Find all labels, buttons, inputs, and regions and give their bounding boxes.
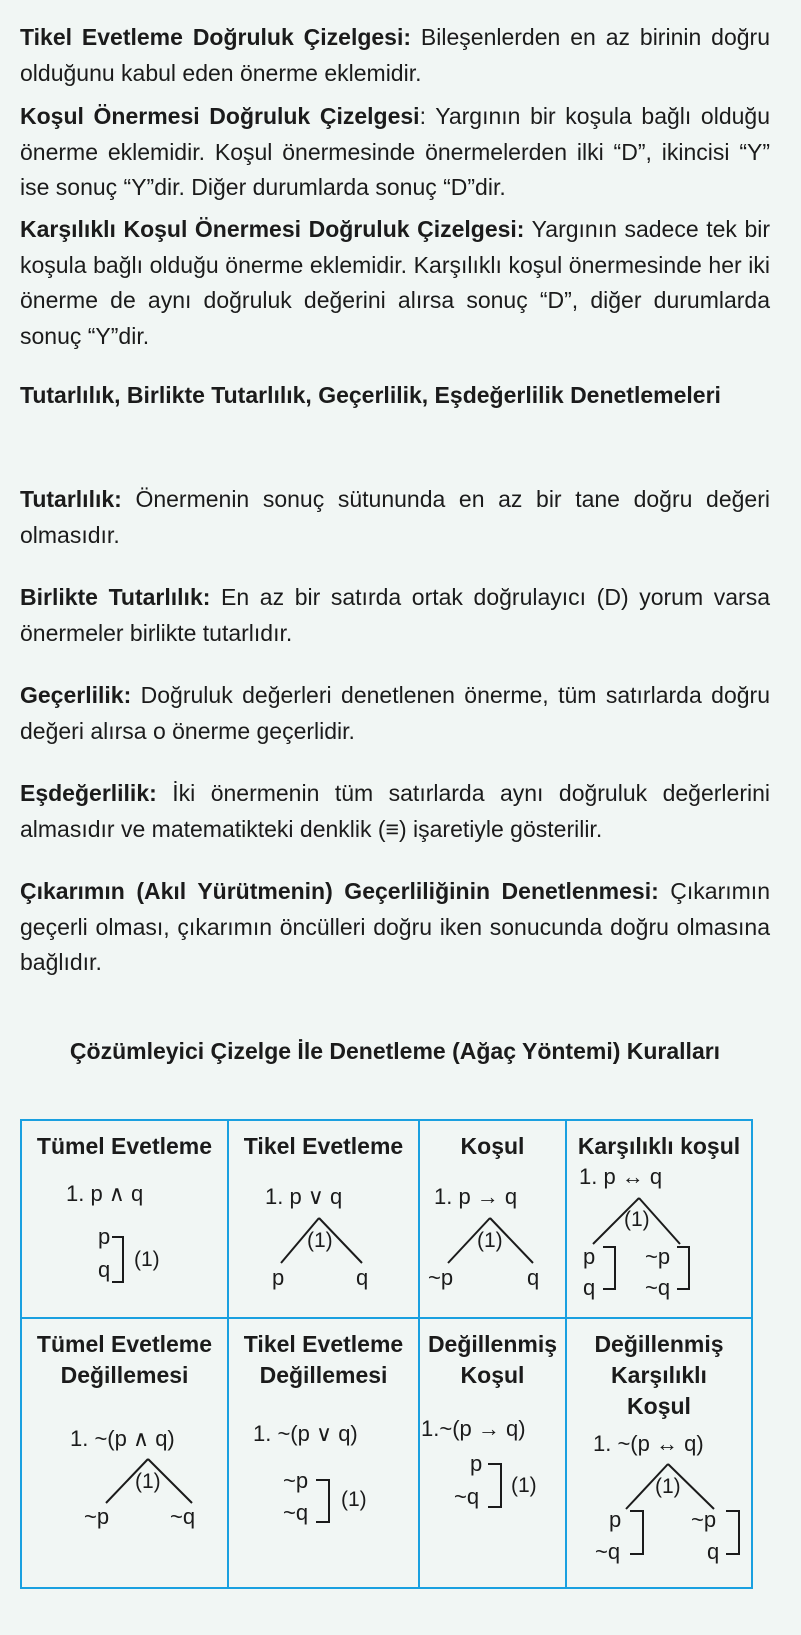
branch-left: ~p <box>84 1504 110 1529</box>
premise-line: 1. ~(p ∨ q) <box>253 1421 358 1446</box>
paragraph-birlikte-tutarlilik <box>20 580 770 651</box>
node-a: p <box>470 1451 483 1476</box>
rules-table <box>20 1119 753 1589</box>
term-label: Birlikte Tutarlılık: <box>20 584 211 610</box>
cell-tikel-evetleme-degillemesi <box>228 1318 419 1588</box>
ref-number: (1) <box>135 1470 161 1493</box>
premise-line: 1.~(p → q) <box>421 1416 526 1441</box>
branch-left-bottom: ~q <box>595 1539 621 1564</box>
cell-title-line: Değillemesi <box>60 1362 189 1388</box>
rule-diagram <box>567 1422 751 1582</box>
ref-number: (1) <box>511 1474 537 1497</box>
section-title: Çözümleyici Çizelge İle Denetleme (Ağaç Yöntemi) Kuralları <box>69 1038 721 1064</box>
rule-diagram <box>229 1391 418 1581</box>
rule-diagram <box>229 1162 418 1312</box>
branch-right-bottom: ~q <box>645 1275 671 1300</box>
paragraph-text: Doğruluk değerleri denetlenen önerme, tüm satırlarda doğru değeri alırsa o önerme geçerlidir. <box>20 682 770 744</box>
branch-left-bottom: q <box>583 1275 596 1300</box>
rule-diagram <box>420 1391 565 1581</box>
paragraph-text: Bileşenlerden en az birinin doğru olduğunu kabul eden önerme eklemidir. <box>20 24 770 86</box>
premise-line: 1. p ↔ q <box>579 1164 663 1189</box>
branch-left: ~p <box>428 1265 454 1290</box>
branch-left-top: p <box>583 1244 596 1269</box>
cell-title-line: Tümel Evetleme <box>36 1331 213 1357</box>
cell-karsilikli-kosul <box>566 1120 752 1318</box>
rule-diagram <box>420 1162 565 1312</box>
bracket-line <box>603 1247 615 1289</box>
premise-line: 1. ~(p ∧ q) <box>70 1426 175 1451</box>
term-label: Tutarlılık: <box>20 486 122 512</box>
cell-title: Karşılıklı koşul <box>577 1133 741 1159</box>
term-label: Tikel Evetleme Doğruluk Çizelgesi: <box>20 24 412 50</box>
paragraph-kosul <box>20 99 770 206</box>
cell-tumel-evetleme <box>21 1120 228 1318</box>
paragraph-text: Çıkarımın geçerli olması, çıkarımın öncülleri doğru iken sonucunda doğru olmasına bağlıdır. <box>20 878 770 975</box>
ref-number: (1) <box>341 1488 367 1511</box>
cell-tumel-evetleme-degillemesi <box>21 1318 228 1588</box>
ref-number: (1) <box>655 1475 681 1498</box>
section-heading-denetlemeler <box>20 378 770 414</box>
paragraph-tutarlilik <box>20 482 770 553</box>
term-label: Eşdeğerlilik: <box>20 780 157 806</box>
ref-number: (1) <box>307 1229 333 1252</box>
branch-right-top: ~p <box>691 1507 717 1532</box>
paragraph-esdegerlilik <box>20 776 770 847</box>
premise-line: 1. ~(p ↔ q) <box>593 1431 704 1456</box>
cell-title-line: Değillenmiş <box>427 1331 558 1357</box>
cell-title <box>567 1319 751 1422</box>
node-b: ~q <box>283 1500 309 1525</box>
branch-left-top: p <box>609 1507 622 1532</box>
premise-line: 1. p ∨ q <box>265 1184 343 1209</box>
cell-tikel-evetleme <box>228 1120 419 1318</box>
cell-title-line: Koşul <box>627 1393 691 1419</box>
branch-right-top: ~p <box>645 1244 671 1269</box>
branch-left: p <box>272 1265 285 1290</box>
term-label: Karşılıklı Koşul Önermesi Doğruluk Çizelgesi: <box>20 216 525 242</box>
bracket-line <box>488 1464 501 1507</box>
ref-number: (1) <box>624 1208 650 1231</box>
rule-diagram <box>22 1391 227 1581</box>
term-label: Geçerlilik: <box>20 682 132 708</box>
cell-title <box>229 1319 418 1391</box>
branch-right: q <box>527 1265 540 1290</box>
paragraph-text: Önermenin sonuç sütununda en az bir tane doğru değeri olmasıdır. <box>20 486 770 548</box>
cell-degillenmis-kosul <box>419 1318 566 1588</box>
cell-title-line: Değillenmiş <box>594 1331 724 1357</box>
node-a: p <box>98 1224 111 1249</box>
paragraph-text: İki önermenin tüm satırlarda aynı doğruluk değerlerini almasıdır ve matematikteki denklik (≡) işaretiyle gösterilir. <box>20 780 770 842</box>
branch-right: ~q <box>170 1504 196 1529</box>
paragraph-cikarim <box>20 874 770 981</box>
bracket-line <box>316 1480 329 1522</box>
cell-title <box>420 1319 565 1391</box>
paragraph-text: Yargının sadece tek bir koşula bağlı olduğu önerme eklemidir. Karşılıklı koşul önermesinde her iki önerme de aynı doğruluk değerini alırsa sonuç “D”, diğer durumlarda sonuç “Y”dir. <box>20 216 771 349</box>
branch-right: q <box>356 1265 369 1290</box>
rule-diagram <box>567 1162 751 1312</box>
node-b: q <box>98 1257 111 1282</box>
term-label: Koşul Önermesi Doğruluk Çizelgesi <box>20 103 420 129</box>
rule-diagram <box>22 1162 227 1312</box>
ref-number: (1) <box>134 1248 160 1271</box>
cell-title-line: Karşılıklı <box>611 1362 707 1388</box>
premise-line: 1. p → q <box>434 1184 518 1209</box>
cell-degillenmis-karsilikli-kosul <box>566 1318 752 1588</box>
bracket-line <box>630 1511 643 1554</box>
cell-title-line: Değillemesi <box>259 1362 388 1388</box>
term-label: Tutarlılık, Birlikte Tutarlılık, Geçerlilik, Eşdeğerlilik Denetlemeleri <box>20 382 721 408</box>
cell-title-line: Tikel Evetleme <box>243 1331 404 1357</box>
cell-title-line: Koşul <box>460 1362 525 1388</box>
cell-title: Tikel Evetleme <box>243 1133 404 1159</box>
bracket-line <box>726 1511 739 1554</box>
cell-title <box>22 1319 227 1391</box>
node-a: ~p <box>283 1468 309 1493</box>
paragraph-tikel-evetleme <box>20 20 770 91</box>
paragraph-text: En az bir satırda ortak doğrulayıcı (D) yorum varsa önermeler birlikte tutarlıdır. <box>20 584 770 646</box>
paragraph-text: : Yargının bir koşula bağlı olduğu önerme eklemidir. Koşul önermesinde önermelerden ilki “D”, ikincisi “Y” ise sonuç “Y”dir. Diğer durumlarda sonuç “D”dir. <box>20 103 770 200</box>
node-b: ~q <box>454 1484 480 1509</box>
ref-number: (1) <box>477 1229 503 1252</box>
branch-right-bottom: q <box>707 1539 720 1564</box>
bracket-line <box>112 1237 123 1282</box>
bracket-line <box>677 1247 689 1289</box>
premise-line: 1. p ∧ q <box>66 1181 144 1206</box>
cell-kosul <box>419 1120 566 1318</box>
term-label: Çıkarımın (Akıl Yürütmenin) Geçerliliğinin Denetlenmesi: <box>20 878 659 904</box>
paragraph-karsilikli-kosul <box>20 212 770 354</box>
cell-title: Koşul <box>460 1133 525 1159</box>
paragraph-gecerlilik <box>20 678 770 749</box>
cell-title: Tümel Evetleme <box>36 1133 213 1159</box>
